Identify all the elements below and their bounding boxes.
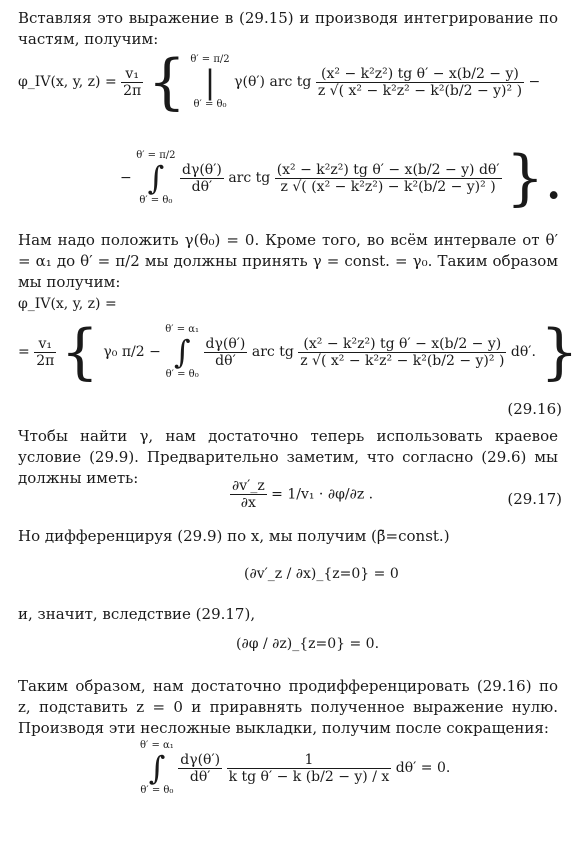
equation-phi-iv-line2: − θ′ = π/2 ∫ θ′ = θ₀ $\frac{d\gamma(\theta')}{d\theta'}$ arc tg $\frac{\text{(x² − k²z²) tg θ′ − x(b/2 − y) dθ′}}{\text{z √( (x² − k²z²) − k²(b/2 − y)² )}}$ }. — [120, 143, 564, 213]
eq1-bar-bottom: θ′ = θ₀ — [193, 99, 227, 110]
eq2-int-upper: θ′ = α₁ — [165, 324, 200, 335]
eq1-lhs: φ_IV(x, y, z) = — [18, 74, 117, 90]
eq2-integral — [165, 324, 199, 380]
eq1-minus: − — [528, 74, 541, 90]
eq3-lhs-den: ∂x — [230, 494, 267, 511]
equation-dvz-dx-zero: (∂v′_z / ∂x)_{z=0} = 0 — [244, 566, 399, 582]
eq2-lhs: φ_IV(x, y, z) = — [18, 296, 117, 312]
eq1b-dgamma: dγ(θ′) — [181, 161, 222, 178]
eq2-dtheta: dθ′ — [204, 352, 248, 369]
eq6-integral — [140, 740, 174, 796]
integral-sign: ∫ — [148, 749, 166, 787]
paragraph-consequence: и, значит, вследствие (29.17), — [18, 605, 256, 623]
equation-phi-iv-line1 — [18, 47, 541, 117]
eq3-rhs: = 1/v₁ · ∂φ/∂z . — [271, 486, 374, 503]
eq1b-int-lower: θ′ = θ₀ — [139, 195, 173, 206]
eq2-arctg: arc tg — [251, 344, 294, 360]
eq6-fraction — [227, 752, 392, 785]
paragraph-conclusion: Таким образом, нам достаточно продифференцировать (29.16) по z, подставить z = 0 и приравнять полученное выражение нулю. Производя эти несложные выкладки, получим после сокращения: — [18, 677, 558, 737]
eq1b-denominator: z √( (x² − k²z²) − k²(b/2 − y)² ) — [275, 178, 502, 195]
eq6-dtheta: dθ′ — [178, 768, 222, 785]
eq2-equals: = — [18, 344, 35, 360]
eq2-tail: dθ′. — [510, 344, 536, 360]
eq1-coefficient — [121, 66, 143, 99]
paragraph-boundary-condition: Чтобы найти γ, нам достаточно теперь использовать краевое условие (29.9). Предварительно заметим, что согласно (29.6) мы должны иметь: — [18, 427, 558, 487]
eq2-int-lower: θ′ = θ₀ — [165, 369, 199, 380]
eq1b-derivative — [180, 162, 224, 195]
eq1-evaluation-bar — [190, 54, 229, 110]
eq1-term: γ(θ′) arc tg — [234, 74, 312, 90]
eq2-right-brace: } — [540, 317, 579, 387]
eq2-denominator: z √( x² − k²z² − k²(b/2 − y)² ) — [300, 352, 505, 369]
eq2-numerator: (x² − k²z²) tg θ′ − x(b/2 − y) — [303, 335, 502, 352]
eq1b-integral — [136, 150, 175, 206]
eq6-derivative — [178, 752, 222, 785]
integral-sign: ∫ — [147, 159, 165, 197]
eq1-coef-num: v₁ — [125, 65, 139, 82]
equation-29-16 — [18, 317, 579, 387]
eq6-denominator: k tg θ′ − k (b/2 − y) / x — [228, 768, 390, 785]
eq1b-arctg: arc tg — [228, 170, 271, 186]
eq6-int-upper: θ′ = α₁ — [140, 740, 174, 751]
eq1b-int-upper: θ′ = π/2 — [136, 150, 176, 161]
paragraph-differentiating: Но дифференцируя (29.9) по x, мы получим (β̄=const.) — [18, 527, 450, 545]
eq1-coef-den: 2π — [123, 82, 142, 99]
eq3-lhs-num: ∂v′_z — [232, 478, 265, 494]
paragraph-intro: Вставляя это выражение в (29.15) и производя интегрирование по частям, получим: — [18, 9, 558, 48]
eq1-bar-top: θ′ = π/2 — [190, 54, 230, 65]
eq2-coef-den: 2π — [36, 352, 55, 369]
paragraph-gamma-condition: Нам надо положить γ(θ₀) = 0. Кроме того, во всём интервале от θ′ = α₁ до θ′ = π/2 мы должны принять γ = const. = γ₀. Таким образом мы получим: — [18, 231, 558, 291]
eq3-lhs — [230, 478, 267, 511]
eq1-numerator: (x² − k²z²) tg θ′ − x(b/2 − y) — [321, 65, 519, 82]
eq1b-fraction — [275, 162, 502, 195]
eq1-bar-symbol: | — [204, 63, 216, 101]
eq2-coef-num: v₁ — [38, 335, 52, 352]
eq6-dgamma: dγ(θ′) — [180, 751, 221, 768]
eq2-gamma-term: γ₀ π/2 − — [103, 344, 161, 360]
eq2-coefficient — [34, 336, 56, 369]
eq1b-dtheta: dθ′ — [180, 178, 224, 195]
equation-number-29-16: (29.16) — [507, 400, 562, 418]
left-brace: { — [147, 47, 186, 117]
eq6-tail: dθ′ = 0. — [395, 760, 451, 776]
eq6-numerator: 1 — [304, 751, 314, 768]
eq2-derivative — [204, 336, 248, 369]
equation-number-29-17: (29.17) — [507, 490, 562, 508]
integral-sign: ∫ — [173, 333, 191, 371]
equation-29-17 — [230, 478, 373, 511]
eq2-left-brace: { — [60, 317, 99, 387]
equation-dphi-dz-zero: (∂φ / ∂z)_{z=0} = 0. — [236, 636, 380, 652]
eq1-denominator: z √( x² − k²z² − k²(b/2 − y)² ) — [317, 82, 523, 99]
eq1b-numerator: (x² − k²z²) tg θ′ − x(b/2 − y) dθ′ — [276, 161, 500, 178]
equation-final — [140, 740, 450, 796]
eq1-fraction — [316, 66, 524, 99]
eq6-int-lower: θ′ = θ₀ — [140, 785, 174, 796]
eq2-fraction — [298, 336, 506, 369]
right-brace: }. — [505, 143, 564, 213]
eq2-dgamma: dγ(θ′) — [205, 335, 246, 352]
